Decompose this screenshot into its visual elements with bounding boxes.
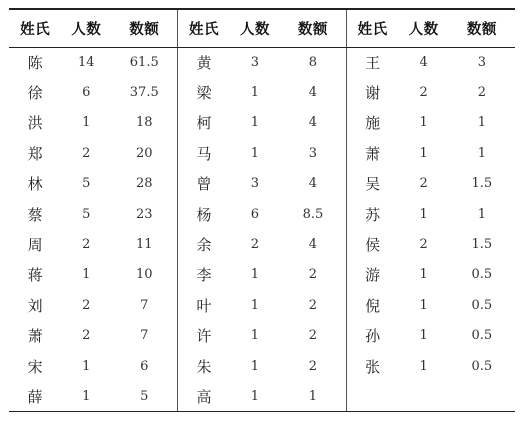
surname-cell: 施: [346, 108, 398, 138]
count-cell: 1: [82, 267, 91, 283]
count-cell: 2: [419, 85, 428, 101]
surname-cell: 杨: [178, 199, 230, 229]
count-cell: 1: [419, 115, 428, 131]
surname-cell: 蒋: [27, 266, 43, 285]
amount-cell: 4: [308, 176, 318, 192]
surname-cell: 薛: [9, 381, 61, 411]
count-cell: 6: [250, 206, 260, 222]
header-surname: 姓氏: [9, 9, 61, 47]
count-cell: 5: [82, 206, 91, 222]
count-cell: 2: [82, 328, 91, 344]
count-cell: 2: [250, 237, 260, 253]
surname-cell: [346, 381, 398, 411]
amount-cell: 6: [140, 358, 149, 374]
count-cell: 2: [82, 297, 91, 313]
amount-cell: 7: [140, 328, 149, 344]
amount-cell: 5: [111, 381, 177, 411]
surname-cell: 陈: [27, 53, 43, 72]
surname-cell: 侯: [346, 229, 398, 259]
amount-cell: 1.5: [471, 176, 493, 192]
surname-cell: 林: [27, 175, 43, 194]
surname-cell: 萧: [27, 327, 43, 346]
surname-cell: 苏: [346, 199, 398, 229]
table-row: [9, 77, 515, 107]
surname-cell: 许: [178, 321, 230, 351]
surname-cell: 高: [178, 381, 230, 411]
table-row: [9, 138, 515, 168]
surname-cell: 李: [178, 260, 230, 290]
surname-cell: 王: [346, 47, 398, 77]
count-cell: 1: [250, 328, 260, 344]
count-cell: 14: [78, 54, 95, 70]
count-cell: 1: [419, 206, 428, 222]
count-cell: 2: [419, 176, 428, 192]
table-row: [9, 229, 515, 259]
surname-cell: 朱: [178, 351, 230, 381]
count-cell: 1: [419, 328, 428, 344]
amount-cell: 11: [135, 237, 153, 253]
table-row: [9, 199, 515, 229]
table-row: [9, 351, 515, 381]
count-cell: 5: [82, 176, 91, 192]
surname-cell: 吴: [346, 169, 398, 199]
amount-cell: 20: [135, 145, 153, 161]
surname-cell: 游: [346, 260, 398, 290]
surname-cell: 叶: [178, 290, 230, 320]
count-cell: 6: [82, 85, 91, 101]
count-cell: 1: [250, 267, 260, 283]
count-cell: 3: [250, 176, 260, 192]
table-row: [9, 47, 515, 77]
count-cell: 1: [419, 267, 428, 283]
header-amount: 数额: [449, 9, 515, 47]
surname-cell: 周: [27, 236, 43, 255]
count-cell: 1: [250, 115, 260, 131]
count-cell: 1: [250, 297, 260, 313]
amount-cell: 2: [308, 297, 318, 313]
count-cell: 1: [230, 381, 280, 411]
amount-cell: 10: [135, 267, 153, 283]
amount-cell: 2: [308, 267, 318, 283]
count-cell: 2: [82, 145, 91, 161]
amount-cell: 3: [477, 54, 486, 70]
amount-cell: 1: [477, 206, 486, 222]
amount-cell: 2: [308, 328, 318, 344]
amount-cell: 37.5: [129, 85, 159, 101]
surname-cell: 郑: [27, 144, 43, 163]
amount-cell: 4: [308, 237, 318, 253]
header-surname: 姓氏: [178, 9, 230, 47]
count-cell: 4: [419, 54, 428, 70]
amount-cell: 18: [135, 115, 153, 131]
surname-cell: 刘: [27, 296, 43, 315]
header-amount: 数额: [280, 9, 346, 47]
amount-cell: 2: [308, 358, 318, 374]
amount-cell: 28: [135, 176, 153, 192]
amount-cell: 0.5: [471, 328, 493, 344]
surname-cell: 梁: [178, 77, 230, 107]
table-body: [9, 47, 515, 412]
surname-cell: 宋: [27, 357, 43, 376]
amount-cell: 1: [477, 115, 486, 131]
amount-cell: 1: [477, 145, 486, 161]
count-cell: 1: [82, 115, 91, 131]
table-row: [9, 290, 515, 320]
header-surname: 姓氏: [346, 9, 398, 47]
count-cell: 1: [419, 358, 428, 374]
amount-cell: 3: [308, 145, 318, 161]
amount-cell: [449, 381, 515, 411]
header-count: 人数: [61, 9, 111, 47]
surname-cell: 谢: [346, 77, 398, 107]
count-cell: [398, 381, 448, 411]
header-count: 人数: [398, 9, 448, 47]
surname-cell: 柯: [178, 108, 230, 138]
table-row: [9, 321, 515, 351]
surname-cell: 黄: [178, 47, 230, 77]
surname-cell: 曾: [178, 169, 230, 199]
amount-cell: 0.5: [471, 297, 493, 313]
surname-cell: 余: [178, 229, 230, 259]
amount-cell: 7: [140, 297, 149, 313]
amount-cell: 4: [308, 85, 318, 101]
amount-cell: 8.5: [302, 206, 324, 222]
count-cell: 2: [419, 237, 428, 253]
amount-cell: 0.5: [471, 267, 493, 283]
amount-cell: 23: [135, 206, 153, 222]
amount-cell: 61.5: [129, 54, 159, 70]
table-row: [9, 260, 515, 290]
count-cell: 1: [250, 145, 260, 161]
surname-cell: 马: [178, 138, 230, 168]
surname-cell: 孙: [346, 321, 398, 351]
surname-cell: 萧: [346, 138, 398, 168]
table-row: [9, 169, 515, 199]
amount-cell: 0.5: [471, 358, 493, 374]
amount-cell: 8: [308, 54, 318, 70]
table-row: [9, 108, 515, 138]
count-cell: 3: [250, 54, 260, 70]
header-row: [9, 9, 515, 47]
amount-cell: 1: [280, 381, 346, 411]
count-cell: 1: [419, 145, 428, 161]
count-cell: 1: [250, 85, 260, 101]
count-cell: 2: [82, 237, 91, 253]
amount-cell: 1.5: [471, 237, 493, 253]
table-row: [9, 381, 515, 411]
count-cell: 1: [250, 358, 260, 374]
count-cell: 1: [61, 381, 111, 411]
count-cell: 1: [419, 297, 428, 313]
amount-cell: 2: [477, 85, 486, 101]
surname-cell: 张: [346, 351, 398, 381]
header-count: 人数: [230, 9, 280, 47]
surname-cell: 洪: [27, 114, 43, 133]
surname-table: [9, 8, 515, 412]
surname-cell: 徐: [27, 84, 43, 103]
header-amount: 数额: [111, 9, 177, 47]
surname-cell: 倪: [346, 290, 398, 320]
amount-cell: 4: [308, 115, 318, 131]
count-cell: 1: [82, 358, 91, 374]
surname-cell: 蔡: [27, 205, 43, 224]
